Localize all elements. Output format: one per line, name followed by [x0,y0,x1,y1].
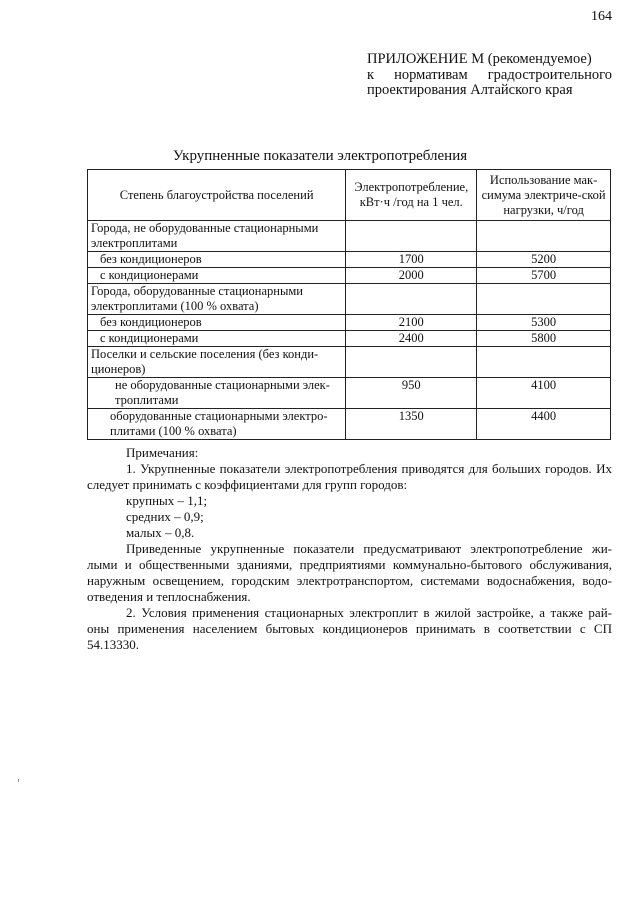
row-label: с кондиционерами [88,331,346,347]
table-row [88,284,611,315]
table-row [88,252,611,268]
max-load-value: 5300 [477,315,611,331]
appendix-header [367,52,612,99]
consumption-value: 2100 [346,315,477,331]
note-2: 2. Условия применения стационарных электроплит в жилой застройке, а также рай-оны применения населением бытовых кондиционеров принимать в соответствии с СП 54.13330. [87,605,612,652]
table-row [88,409,611,440]
note-1: 1. Укрупненные показатели электропотребления приводятся для больших городов. Их следует принимать с коэффициентами для групп городов: [87,461,612,492]
max-load-value: 4100 [477,378,611,409]
row-label: с кондиционерами [88,268,346,284]
max-load-value [477,347,611,378]
page-number: 164 [591,9,612,24]
max-load-value [477,221,611,252]
table-row [88,315,611,331]
appendix-title: ПРИЛОЖЕНИЕ М (рекомендуемое) [367,51,592,67]
row-label: без кондиционеров [88,315,346,331]
table-row [88,268,611,284]
max-load-value: 4400 [477,409,611,440]
consumption-value: 2400 [346,331,477,347]
table-row [88,221,611,252]
consumption-value [346,347,477,378]
notes-heading: Примечания: [126,445,199,460]
coefficient-small: малых – 0,8. [126,525,195,540]
scan-artifact-mark [18,779,19,782]
consumption-value: 1350 [346,409,477,440]
column-header-consumption: Электропотребление, кВт·ч /год на 1 чел. [346,170,477,221]
notes-section [87,445,612,653]
table-row [88,347,611,378]
max-load-value: 5800 [477,331,611,347]
consumption-value [346,221,477,252]
row-label: не оборудованные стационарными элек-троплитами [88,378,346,409]
row-label: Города, оборудованные стационарными электроплитами (100 % охвата) [88,284,346,315]
column-header-settlement: Степень благоустройства поселений [88,170,346,221]
max-load-value: 5700 [477,268,611,284]
table-title: Укрупненные показатели электропотребления [172,148,468,164]
consumption-value: 1700 [346,252,477,268]
coefficient-medium: средних – 0,9; [126,509,204,524]
row-label: без кондиционеров [88,252,346,268]
consumption-value: 950 [346,378,477,409]
consumption-value [346,284,477,315]
table-row [88,378,611,409]
table-row [88,331,611,347]
appendix-subtitle-line-1: к нормативам градостроительного [367,66,612,83]
table-header-row [88,170,611,221]
max-load-value [477,284,611,315]
consumption-value: 2000 [346,268,477,284]
row-label: оборудованные стационарными электро-плитами (100 % охвата) [88,409,346,440]
electricity-consumption-table [87,169,611,440]
row-label: Города, не оборудованные стационарными электроплитами [88,221,346,252]
coefficient-large: крупных – 1,1; [126,493,208,508]
max-load-value: 5200 [477,252,611,268]
column-header-max-load: Использование мак-симума электриче-ской нагрузки, ч/год [477,170,611,221]
appendix-subtitle-line-2: проектирования Алтайского края [367,82,573,98]
row-label: Поселки и сельские поселения (без конди-ционеров) [88,347,346,378]
note-1-continued: Приведенные укрупненные показатели предусматривают электропотребление жи-лыми и общественными зданиями, предприятиями коммунально-бытового обслуживания, наружным освещением, городским электротранспортом, системами водоснабжения, водо-отведения и теплоснабжения. [87,541,612,604]
